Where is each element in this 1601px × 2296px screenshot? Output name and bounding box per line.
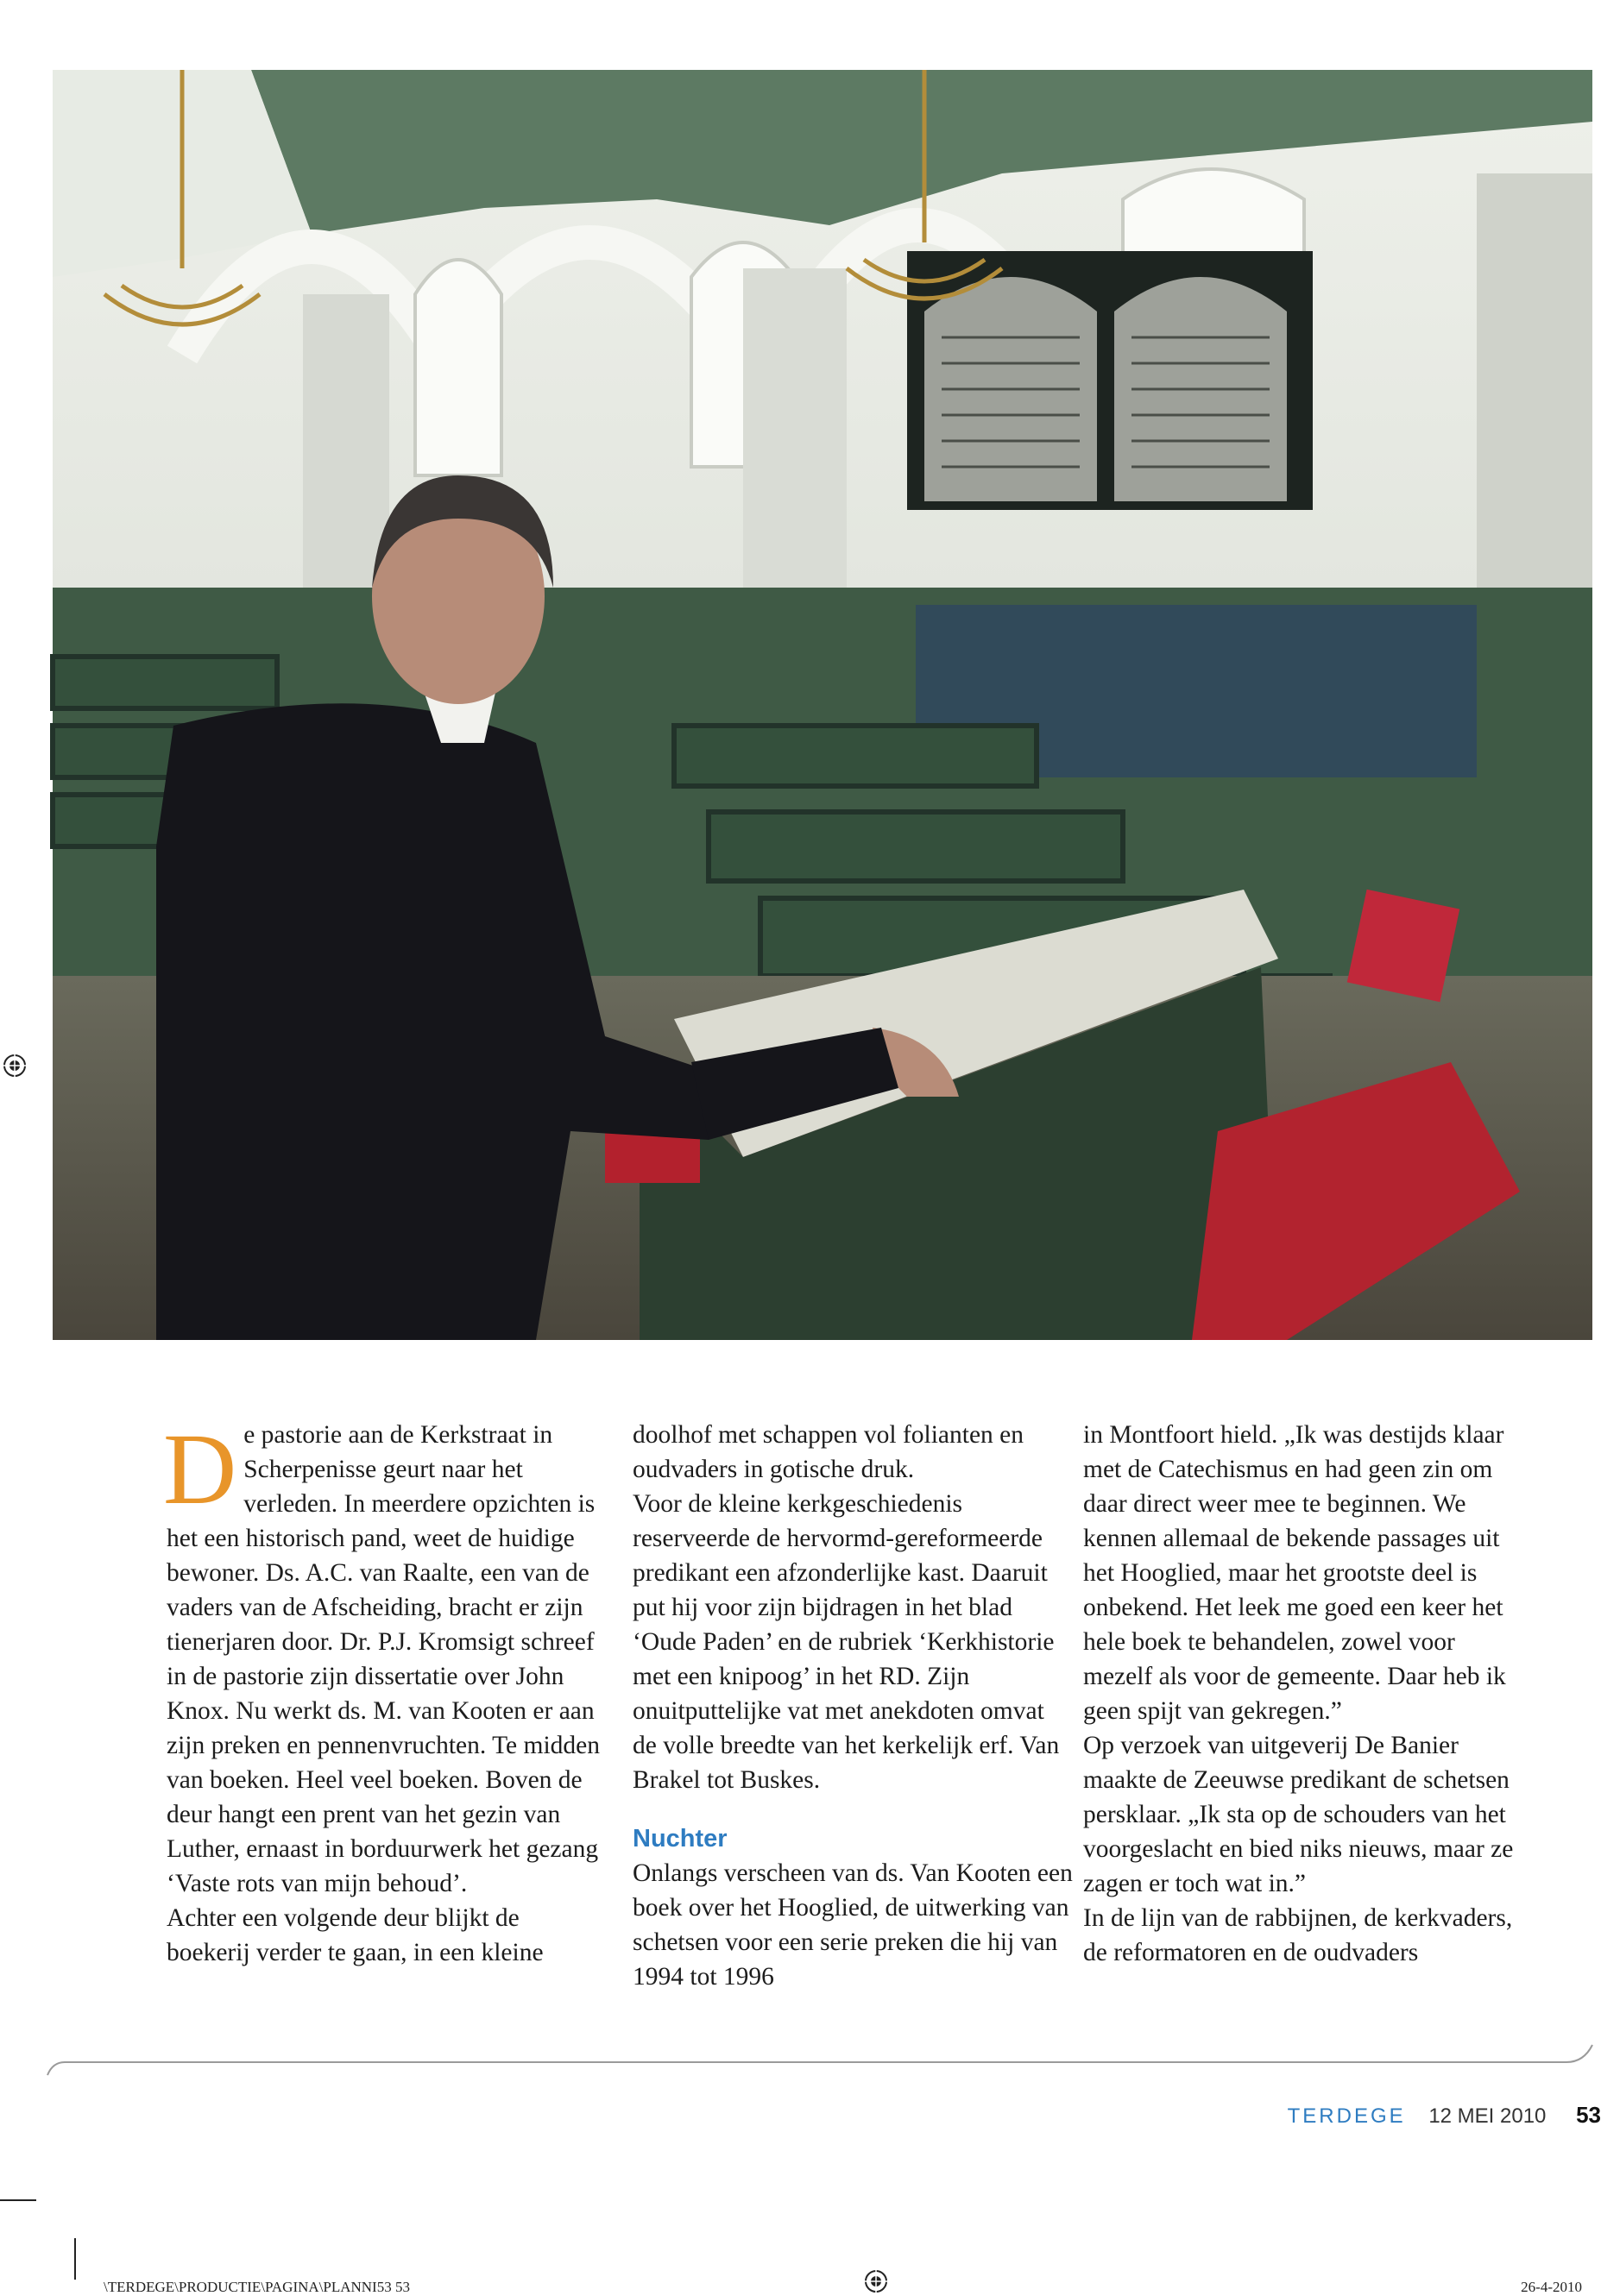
page-folio — [1287, 2102, 1601, 2129]
crop-mark — [74, 2238, 76, 2280]
article-paragraph: Achter een volgende deur blijkt de boekerij verder te gaan, in een kleine — [167, 1904, 544, 1966]
drop-cap: D — [163, 1412, 237, 1525]
article-column-2 — [633, 1418, 1073, 1994]
crop-mark — [0, 2199, 36, 2201]
article-paragraph: Op verzoek van uitgeverij De Banier maakte de Zeeuwse predikant de schetsen persklaar. „Ik sta op de schouders van het voorgeslacht en bied niks nieuws, maar ze zagen er toch wat in.” — [1083, 1732, 1514, 1897]
article-paragraph: in Montfoort hield. „Ik was destijds klaar met de Catechismus en had geen zin om daar direct weer mee te beginnen. We kennen allemaal de bekende passages uit het Hooglied, maar het grootste deel is onbekend. Het leek me goed een keer het hele boek te behandelen, zowel voor mezelf als voor de gemeente. Daar heb ik geen spijt van gekregen.” — [1083, 1421, 1506, 1725]
church-interior-illustration — [53, 70, 1592, 1340]
article-paragraph: doolhof met schappen vol folianten en oudvaders in gotische druk. — [633, 1421, 1024, 1483]
magazine-name: TERDEGE — [1287, 2104, 1406, 2128]
article-paragraph: e pastorie aan de Kerkstraat in Scherpenisse geurt naar het verleden. In meerdere opzichten is het een historisch pand, weet de huidige bewoner. Ds. A.C. van Raalte, een van de vaders van de Afscheiding, bracht er zijn tienerjaren door. Dr. P.J. Kromsigt schreef in de pastorie zijn dissertatie over John Knox. Nu werkt ds. M. van Kooten er aan zijn preken en pennenvruchten. Te midden van boeken. Heel veel boeken. Boven de deur hangt een prent van het gezin van Luther, ernaast in borduurwerk het gezang ‘Vaste rots van mijn behoud’. — [167, 1421, 600, 1897]
footer-rule — [47, 2054, 1592, 2079]
production-slug: \TERDEGE\PRODUCTIE\PAGINA\PLANNI53 53 — [104, 2279, 410, 2295]
article-column-1 — [163, 1412, 607, 1970]
subheading: Nuchter — [633, 1825, 728, 1853]
article-paragraph: In de lijn van de rabbijnen, de kerkvaders, de reformatoren en de oudvaders — [1083, 1904, 1513, 1966]
article-paragraph: Onlangs verscheen van ds. Van Kooten een boek over het Hooglied, de uitwerking van schetsen voor een serie preken die hij van 1994 tot 1996 — [633, 1859, 1073, 1991]
registration-mark-icon — [863, 2268, 889, 2294]
issue-date: 12 MEI 2010 — [1428, 2104, 1547, 2128]
article-column-3 — [1083, 1418, 1523, 1970]
page-number: 53 — [1576, 2102, 1601, 2128]
church-interior-photo — [53, 70, 1592, 1340]
article-paragraph: Voor de kleine kerkgeschiedenis reserveerde de hervormd-gereformeerde predikant een afzonderlijke kast. Daaruit put hij voor zijn bijdragen in het blad ‘Oude Paden’ en de rubriek ‘Kerkhistorie met een knipoog’ in het RD. Zijn onuitputtelijke vat met anekdoten omvat de volle breedte van het kerkelijk erf. Van Brakel tot Buskes. — [633, 1490, 1060, 1794]
registration-mark-icon — [2, 1053, 28, 1079]
production-date: 26-4-2010 — [1521, 2279, 1582, 2295]
